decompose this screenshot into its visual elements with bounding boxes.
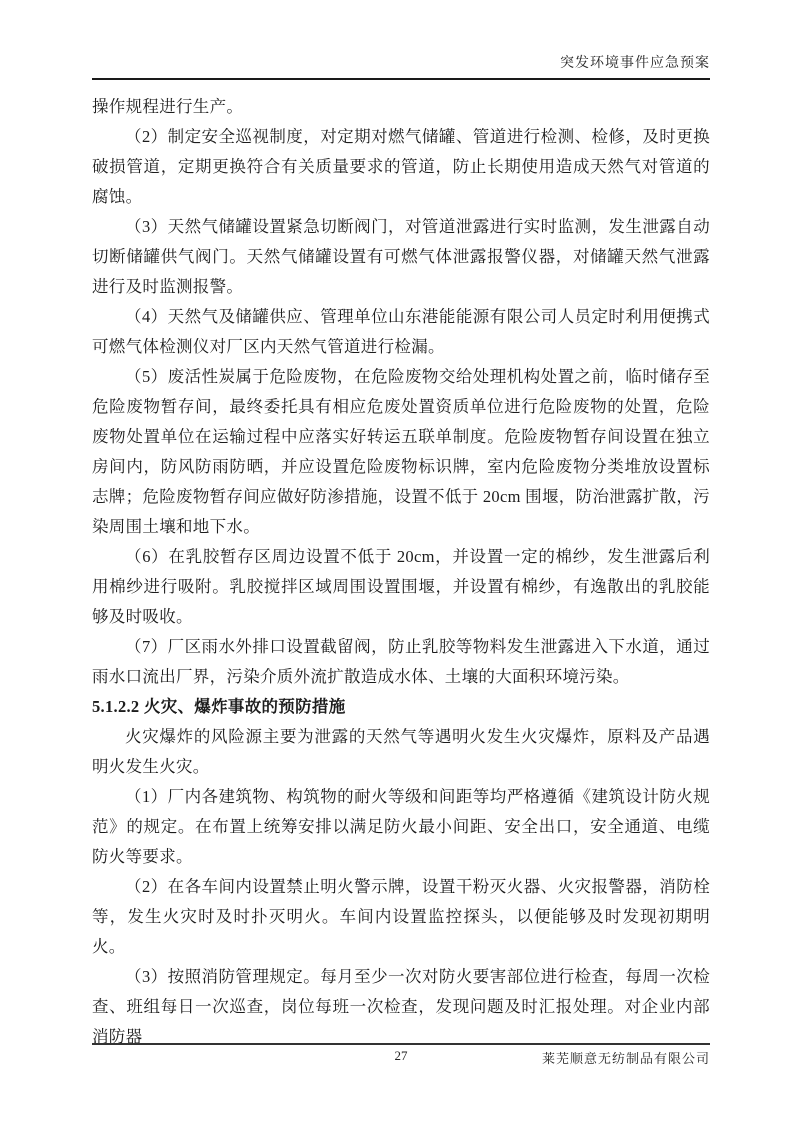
document-body bbox=[92, 92, 710, 1052]
page-number: 27 bbox=[394, 1048, 408, 1063]
paragraph-gas-leak-detection: （4）天然气及储罐供应、管理单位山东港能能源有限公司人员定时利用便携式可燃气体检测仪对厂区内天然气管道进行检漏。 bbox=[92, 307, 710, 356]
paragraph-fire-inspection: （3）按照消防管理规定。每月至少一次对防火要害部位进行检查，每周一次检查、班组每日一次巡查，岗位每班一次检查，发现问题及时汇报处理。对企业内部消防器 bbox=[92, 967, 710, 1046]
page-header bbox=[92, 52, 710, 80]
paragraph-hazardous-waste: （5）废活性炭属于危险废物，在危险废物交给处理机构处置之前，临时储存至危险废物暂存间，最终委托具有相应危废处置资质单位进行危险废物的处置，危险废物处置单位在运输过程中应落实好转运五联单制度。危险废物暂存间设置在独立房间内，防风防雨防晒，并应设置危险废物标识牌，室内危险废物分类堆放设置标志牌；危险废物暂存间应做好防渗措施，设置不低于 20cm 围堰，防治泄露扩散，污染周围土壤和地下水。 bbox=[92, 367, 710, 536]
paragraph-fire-risk-source: 火灾爆炸的风险源主要为泄露的天然气等遇明火发生火灾爆炸，原料及产品遇明火发生火灾。 bbox=[92, 727, 710, 776]
footer-company-name: 莱芜顺意无纺制品有限公司 bbox=[541, 1051, 710, 1066]
page-footer bbox=[92, 1043, 710, 1069]
paragraph-rainwater-outlet: （7）厂区雨水外排口设置截留阀，防止乳胶等物料发生泄露进入下水道，通过雨水口流出厂界，污染介质外流扩散造成水体、土壤的大面积环境污染。 bbox=[92, 637, 710, 686]
paragraph-safety-patrol: （2）制定安全巡视制度，对定期对燃气储罐、管道进行检测、检修，及时更换破损管道，定期更换符合有关质量要求的管道，防止长期使用造成天然气对管道的腐蚀。 bbox=[92, 127, 710, 206]
paragraph-workshop-fire-equipment: （2）在各车间内设置禁止明火警示牌，设置干粉灭火器、火灾报警器，消防栓等，发生火灾时及时扑灭明火。车间内设置监控探头，以便能够及时发现初期明火。 bbox=[92, 877, 710, 956]
section-heading-fire-explosion: 5.1.2.2 火灾、爆炸事故的预防措施 bbox=[92, 697, 346, 716]
paragraph-latex-storage: （6）在乳胶暂存区周边设置不低于 20cm，并设置一定的棉纱，发生泄露后利用棉纱进行吸附。乳胶搅拌区域周围设置围堰，并设置有棉纱，有逸散出的乳胶能够及时吸收。 bbox=[92, 547, 710, 626]
paragraph-fire-code-compliance: （1）厂内各建筑物、构筑物的耐火等级和间距等均严格遵循《建筑设计防火规范》的规定。在布置上统筹安排以满足防火最小间距、安全出口，安全通道、电缆防火等要求。 bbox=[92, 787, 710, 866]
paragraph-gas-tank-valve: （3）天然气储罐设置紧急切断阀门，对管道泄露进行实时监测，发生泄露自动切断储罐供气阀门。天然气储罐设置有可燃气体泄露报警仪器，对储罐天然气泄露进行及时监测报警。 bbox=[92, 217, 710, 296]
paragraph-continuation: 操作规程进行生产。 bbox=[92, 97, 244, 116]
header-title: 突发环境事件应急预案 bbox=[560, 56, 710, 71]
